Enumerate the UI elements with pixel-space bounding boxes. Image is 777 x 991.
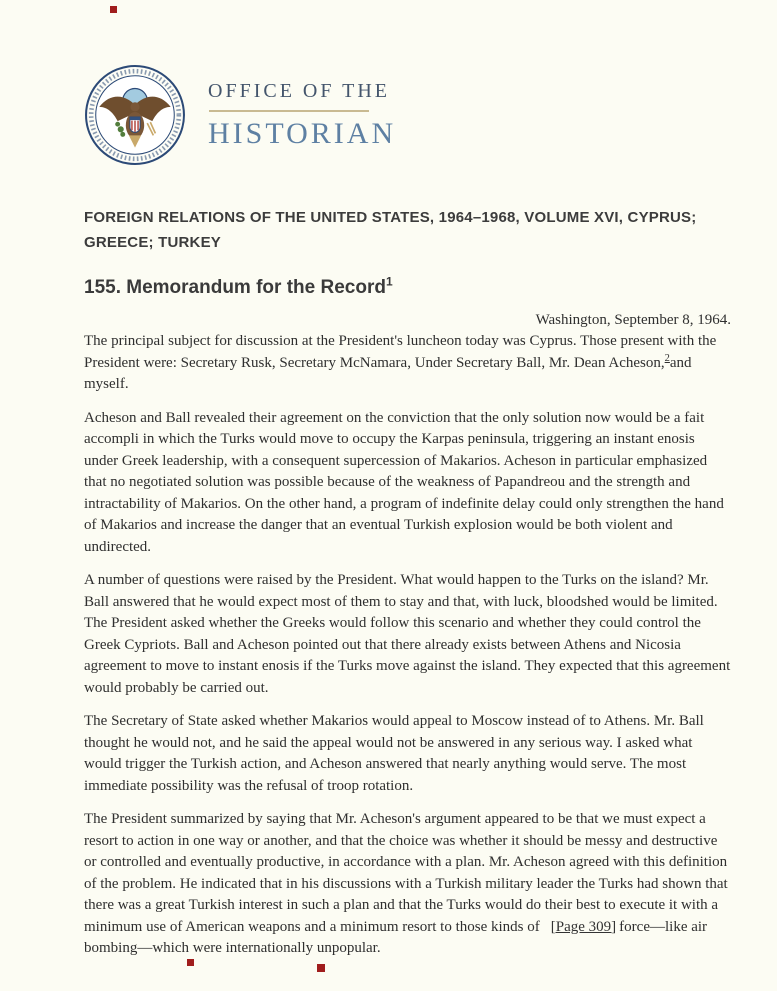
paragraph-1-text-after: and myself. <box>84 354 692 392</box>
volume-heading: FOREIGN RELATIONS OF THE UNITED STATES, 1964–1968, VOLUME XVI, CYPRUS; GREECE; TURKEY <box>84 209 697 251</box>
paragraph-5 <box>84 809 731 960</box>
paragraph-5-text: The President summarized by saying that Mr. Acheson's argument appeared to be that we must expect a resort to action in one way or another, and that the choice was whether it should be messy and destructive or controlled and eventually productive, in accordance with a plan. Mr. Acheson agreed with this definition of the problem. He indicated that in his discussions with a Turkish military leader the Turks had shown that there was a great Turkish interest in such a plan and that the Turks would do their best to execute it with a minimum use of American weapons and a minimum resort to those kinds of <box>84 811 728 935</box>
document-title-text: 155. Memorandum for the Record <box>84 277 386 298</box>
paragraph-3: A number of questions were raised by the President. What would happen to the Turks on the island? Mr. Ball answered that he would expect most of them to stay and that, with luck, bloodshed would be limited. The President asked whether the Greeks would follow this scenario and whether they could control the Greek Cypriots. Ball and Acheson pointed out that there already exists between Athens and Nicosia agreement to move to instant enosis if the Turks move against the island. They expected that this agreement would probably be carried out. <box>84 572 731 696</box>
document-body <box>84 331 731 960</box>
paragraph-5-text-after: force—like air bombing—which were internationally unpopular. <box>84 918 708 956</box>
paragraph-4: The Secretary of State asked whether Makarios would appeal to Moscow instead of to Athens. Mr. Ball thought he would not, and he said the appeal would not be answered in any serious way. I asked what would trigger the Turkish action, and Acheson answered that nearly anything would serve. The most immediate possibility was the refusal of troop rotation. <box>84 713 704 794</box>
paragraph-1-text: The principal subject for discussion at the President's luncheon today was Cyprus. Those present with the President were: Secretary Rusk, Secretary McNamara, Under Secretary Ball, Mr. Dean Acheson, <box>84 333 717 371</box>
logo-text <box>208 80 396 151</box>
paragraph-1 <box>84 331 731 396</box>
paragraph-2: Acheson and Ball revealed their agreement on the conviction that the only solution now would be a fait accompli in which the Turks would move to occupy the Karpas peninsula, triggering an instant enosis under Greek leadership, with a consequent supercession of Makarios. Acheson in particular emphasized that no negotiated solution was possible because of the weakness of Papandreou and the strength and intractability of Makarios. On the other hand, a program of indefinite delay could only strengthen the hand of Makarios and increase the danger that an eventual Turkish explosion would be both violent and undirected. <box>84 409 724 555</box>
logo-divider-rule <box>209 110 369 112</box>
page-309-link[interactable]: [Page 309] <box>550 918 617 935</box>
footnote-2-link[interactable]: 2 <box>664 352 670 364</box>
logo-office-of-the: OFFICE OF THE <box>208 79 390 102</box>
logo-historian: HISTORIAN <box>208 116 397 150</box>
office-of-the-historian-logo[interactable] <box>84 64 731 166</box>
footnote-1-link[interactable]: 1 <box>385 274 393 289</box>
document-title <box>84 274 731 299</box>
department-of-state-seal-icon <box>84 64 186 166</box>
dateline: Washington, September 8, 1964. <box>535 312 731 328</box>
